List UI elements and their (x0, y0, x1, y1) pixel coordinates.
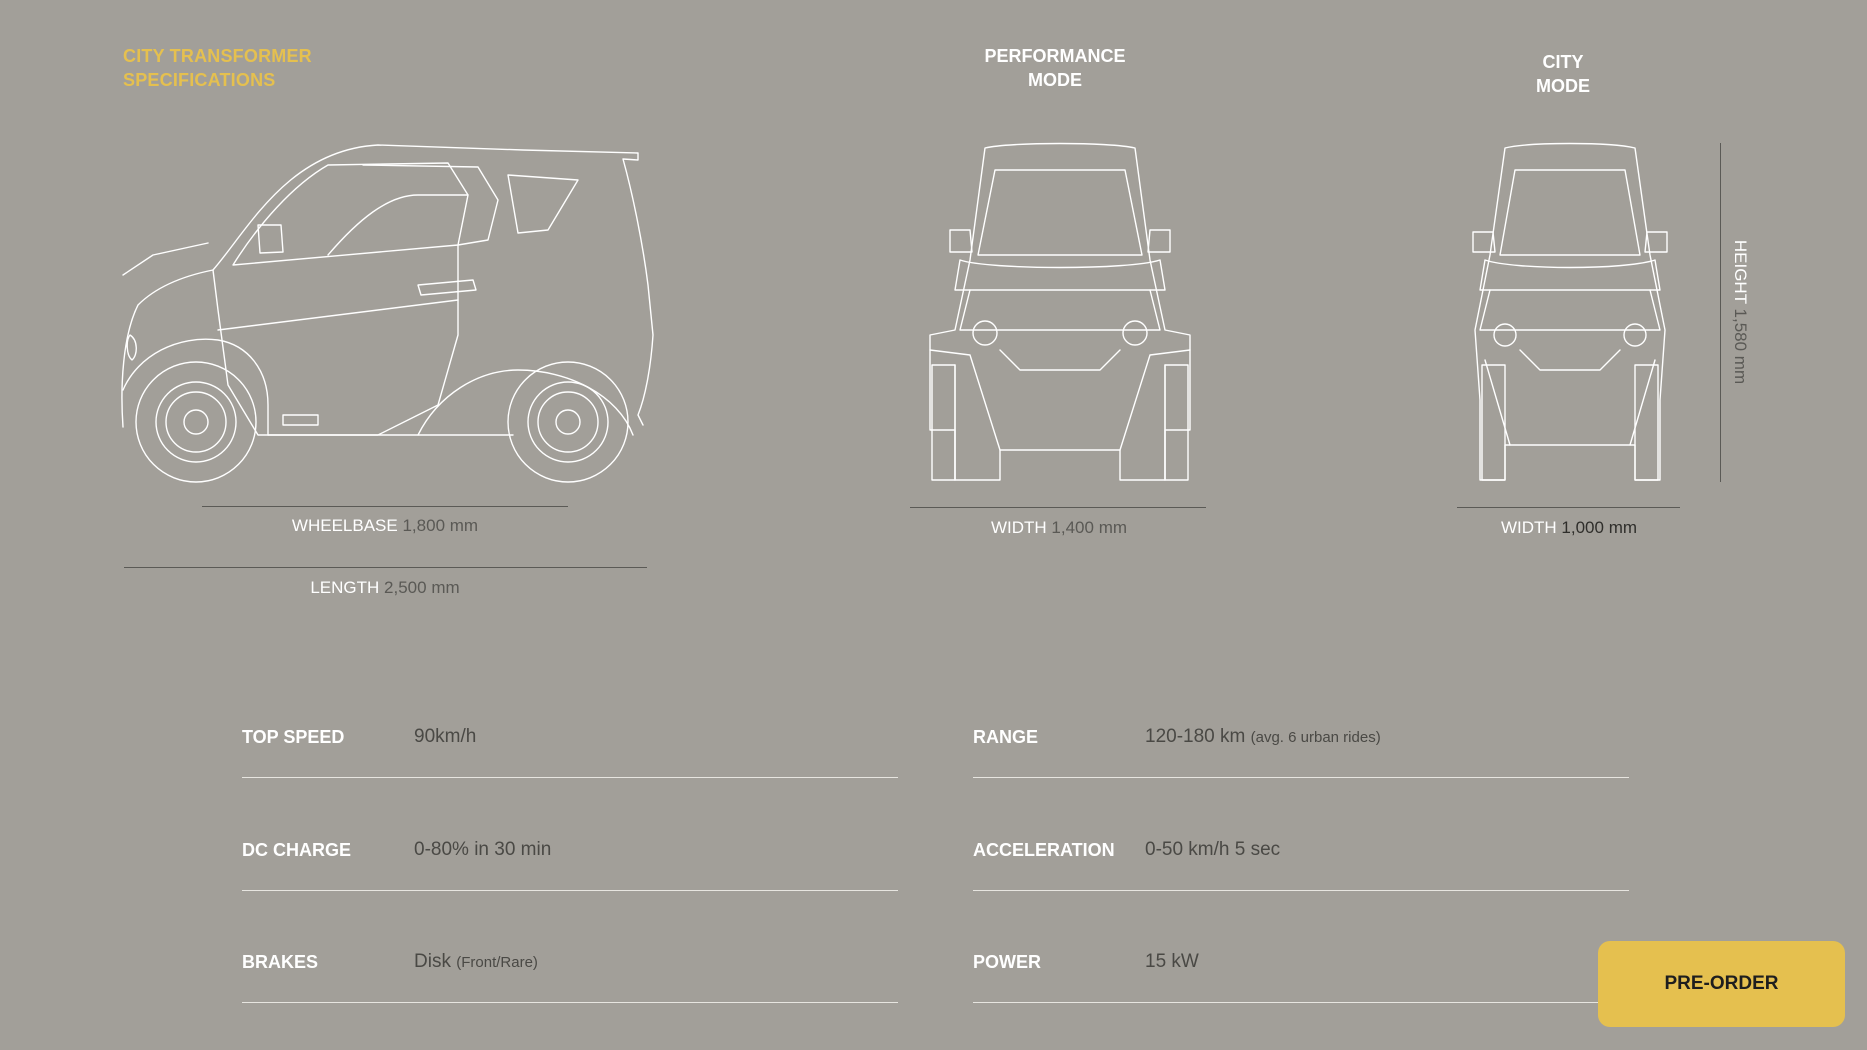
spec-value-text: 15 kW (1145, 951, 1199, 972)
car-side-view-drawing (118, 135, 658, 485)
city-width-dimension (1501, 518, 1637, 538)
spec-row-range (973, 725, 1629, 778)
spec-value (1145, 838, 1280, 862)
spec-label: BRAKES (242, 952, 319, 972)
height-value: 1,580 mm (1731, 308, 1750, 385)
spec-row-top-speed (242, 725, 898, 778)
length-line (124, 567, 647, 568)
wheelbase-label: WHEELBASE (291, 516, 398, 535)
spec-value (414, 838, 551, 862)
length-label: LENGTH (310, 578, 380, 597)
spec-label: TOP SPEED (242, 727, 345, 747)
spec-value-text: 90km/h (414, 726, 477, 747)
page-title (123, 44, 312, 92)
performance-mode-title-line2: MODE (1028, 70, 1082, 90)
spec-value (414, 950, 538, 975)
spec-value-text: 0-50 km/h 5 sec (1145, 839, 1281, 860)
spec-value (1145, 725, 1381, 750)
length-value: 2,500 mm (384, 578, 460, 597)
spec-row-power (973, 950, 1629, 1003)
city-front-view-drawing (1445, 140, 1695, 490)
spec-value (1145, 950, 1199, 974)
performance-mode-title-line1: PERFORMANCE (984, 46, 1126, 66)
height-dimension (1730, 240, 1750, 384)
spec-value-note: (Front/Rare) (456, 954, 538, 971)
wheelbase-dimension (292, 516, 478, 536)
city-width-value: 1,000 mm (1561, 518, 1638, 537)
spec-value-text: 0-80% in 30 min (414, 839, 552, 860)
length-dimension (310, 578, 459, 598)
spec-label: RANGE (973, 727, 1039, 747)
city-mode-title-line2: MODE (1536, 76, 1590, 96)
height-label: HEIGHT (1731, 239, 1750, 304)
spec-label: POWER (973, 952, 1042, 972)
pre-order-button[interactable]: PRE-ORDER (1598, 941, 1845, 1027)
spec-label: DC CHARGE (242, 840, 352, 860)
spec-value (414, 725, 476, 749)
spec-value-text: Disk (414, 951, 451, 972)
height-line (1720, 143, 1721, 482)
performance-width-dimension (991, 518, 1127, 538)
city-width-line (1457, 507, 1680, 508)
wheelbase-line (202, 506, 568, 507)
spec-row-brakes (242, 950, 898, 1003)
performance-front-view-drawing (910, 140, 1210, 490)
city-mode-title-line1: CITY (1542, 52, 1584, 72)
wheelbase-value: 1,800 mm (402, 516, 479, 535)
city-mode-title (1453, 50, 1673, 98)
page-title-line2: SPECIFICATIONS (123, 70, 276, 90)
spec-value-text: 120-180 km (1145, 726, 1246, 747)
performance-width-line (910, 507, 1206, 508)
city-width-label: WIDTH (1500, 518, 1557, 537)
performance-mode-title (945, 44, 1165, 92)
spec-label: ACCELERATION (973, 840, 1115, 860)
spec-row-dc-charge (242, 838, 898, 891)
performance-width-value: 1,400 mm (1051, 518, 1128, 537)
spec-row-acceleration (973, 838, 1629, 891)
spec-value-note: (avg. 6 urban rides) (1250, 729, 1381, 746)
performance-width-label: WIDTH (990, 518, 1047, 537)
page-title-line1: CITY TRANSFORMER (123, 46, 312, 66)
